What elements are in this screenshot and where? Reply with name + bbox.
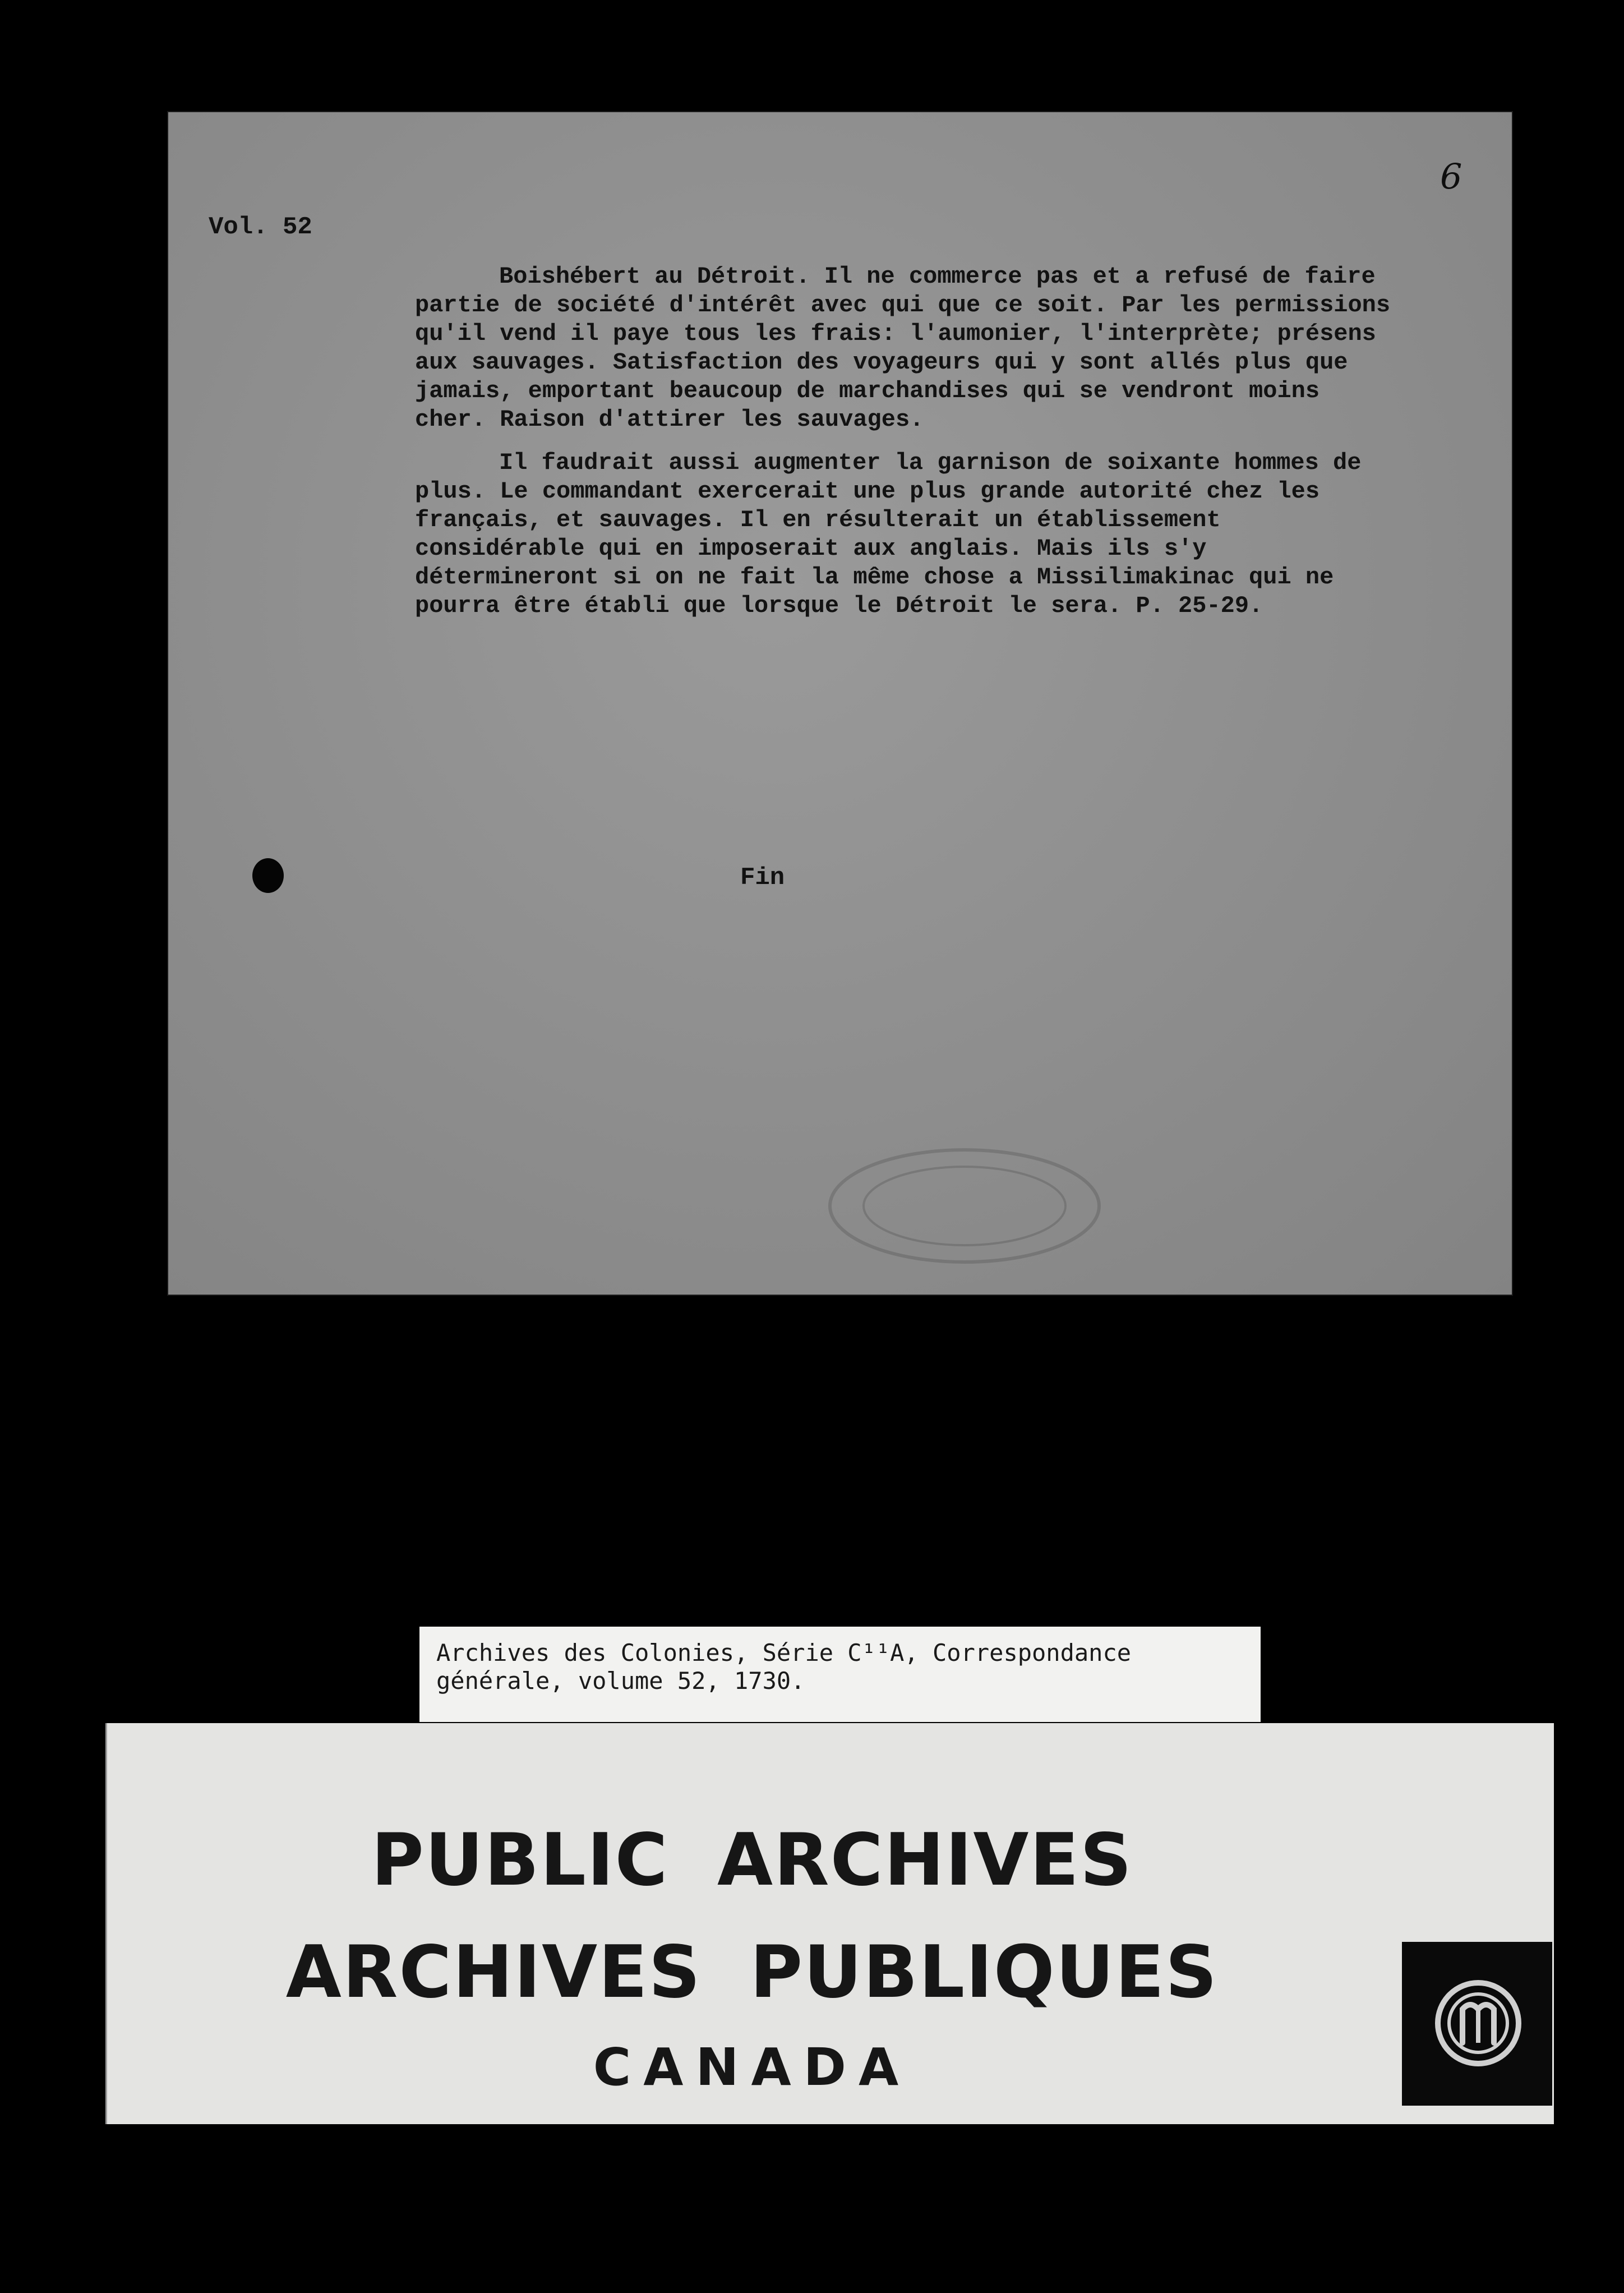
closing-text: Fin	[740, 864, 785, 892]
archives-logo-icon	[1433, 1976, 1523, 2071]
banner-title-french: ARCHIVES PUBLIQUES	[285, 1931, 1219, 2014]
archive-caption-card	[419, 1627, 1261, 1722]
faint-stamp-mark	[819, 1139, 1110, 1273]
archives-banner	[105, 1723, 1554, 2124]
banner-title-english: PUBLIC ARCHIVES	[371, 1818, 1133, 1902]
typed-document-page	[168, 112, 1512, 1295]
handwritten-page-number: 6	[1440, 156, 1462, 197]
volume-label: Vol. 52	[209, 213, 312, 241]
archive-caption: Archives des Colonies, Série C¹¹A, Correspondance générale, volume 52, 1730.	[436, 1639, 1132, 1695]
paragraph-1: Boishébert au Détroit. Il ne commerce pas et a refusé de faire partie de société d'intérêt avec qui que ce soit. Par les permissions qu'il vend il paye tous les frais: l'aumonier, l'interprète; présens aux sauvages. Satisfaction des voyageurs qui y sont allés plus que jamais, emportant beaucoup de marchandises qui se vendront moins cher. Raison d'attirer les sauvages.	[415, 263, 1391, 433]
punch-hole	[252, 858, 284, 893]
banner-country: CANADA	[593, 2037, 911, 2097]
archives-logo-box	[1402, 1942, 1552, 2106]
document-body	[415, 263, 1402, 635]
paragraph-2: Il faudrait aussi augmenter la garnison de soixante hommes de plus. Le commandant exercerait une plus grande autorité chez les français, et sauvages. Il en résulterait un établissement considérable qui en imposerait aux anglais. Mais ils s'y détermineront si on ne fait la même chose a Missilimakinac qui ne pourra être établi que lorsque le Détroit le sera. P. 25-29.	[415, 449, 1362, 619]
